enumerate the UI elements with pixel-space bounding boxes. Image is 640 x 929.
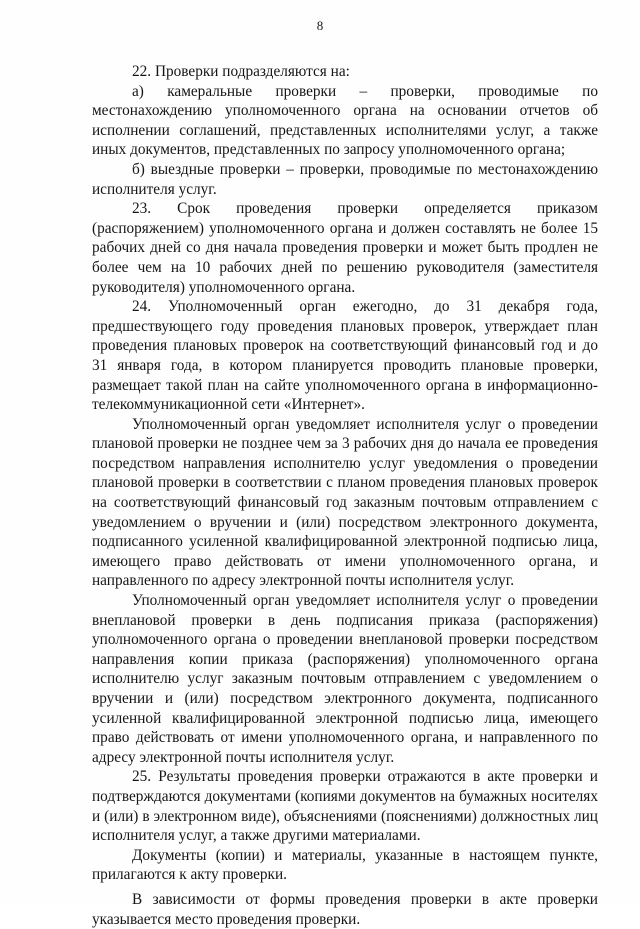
paragraph-23: 23. Срок проведения проверки определяется приказом (распоряжением) уполномоченного органа и должен составлять не более 15 рабочих дней со дня начала проведения проверки и может быть продлен не более чем на 10 рабочих дней по решению руководителя (заместителя руководителя) уполномоченного органа. — [92, 200, 598, 296]
paragraph-22b: б) выездные проверки – проверки, проводимые по местонахождению исполнителя услуг. — [92, 160, 598, 198]
paragraph-25-documents: Документы (копии) и материалы, указанные в настоящем пункте, прилагаются к акту проверки. — [92, 846, 598, 884]
paragraph-24: 24. Уполномоченный орган ежегодно, до 31 декабря года, предшествующего году проведения плановых проверок, утверждает план проведения плановых проверок на соответствующий финансовый год и до 31 января года, в котором планируется проводить плановые проверки, размещает такой план на сайте уполномоченного органа в информационно-телекоммуникационной сети «Интернет». — [92, 298, 598, 414]
paragraph-22-heading: 22. Проверки подразделяются на: — [132, 63, 350, 80]
page-number: 8 — [316, 18, 324, 33]
document-body — [92, 62, 598, 929]
paragraph-24-unplanned-notice: Уполномоченный орган уведомляет исполнителя услуг о проведении внеплановой проверки в день подписания приказа (распоряжения) уполномоченного органа о проведении внеплановой проверки посредством направления копии приказа (распоряжения) уполномоченного органа исполнителю услуг заказным почтовым отправлением с уведомлением о вручении и (или) посредством электронного документа, подписанного усиленной квалифицированной электронной подписью лица, имеющего право действовать от имени уполномоченного органа, и направленного по адресу электронной почты исполнителя услуг. — [92, 592, 598, 766]
paragraph-25-location: В зависимости от формы проведения проверки в акте проверки указывается место проведения проверки. — [92, 890, 598, 928]
paragraph-25: 25. Результаты проведения проверки отражаются в акте проверки и подтверждаются документами (копиями документов на бумажных носителях и (или) в электронном виде), объяснениями (пояснениями) должностных лиц исполнителя услуг, а также другими материалами. — [92, 768, 598, 845]
paragraph-22a: а) камеральные проверки – проверки, проводимые по местонахождению уполномоченного органа на основании отчетов об исполнении соглашений, представленных исполнителями услуг, а также иных документов, представленных по запросу уполномоченного органа; — [92, 82, 598, 159]
paragraph-24-planned-notice: Уполномоченный орган уведомляет исполнителя услуг о проведении плановой проверки не позднее чем за 3 рабочих дня до начала ее проведения посредством направления исполнителю услуг уведомления о проведении плановой проверки в соответствии с планом проведения плановых проверок на соответствующий финансовый год заказным почтовым отправлением с уведомлением о вручении и (или) посредством электронного документа, подписанного усиленной квалифицированной электронной подписью лица, имеющего право действовать от имени уполномоченного органа, и направленного по адресу электронной почты исполнителя услуг. — [92, 415, 598, 590]
